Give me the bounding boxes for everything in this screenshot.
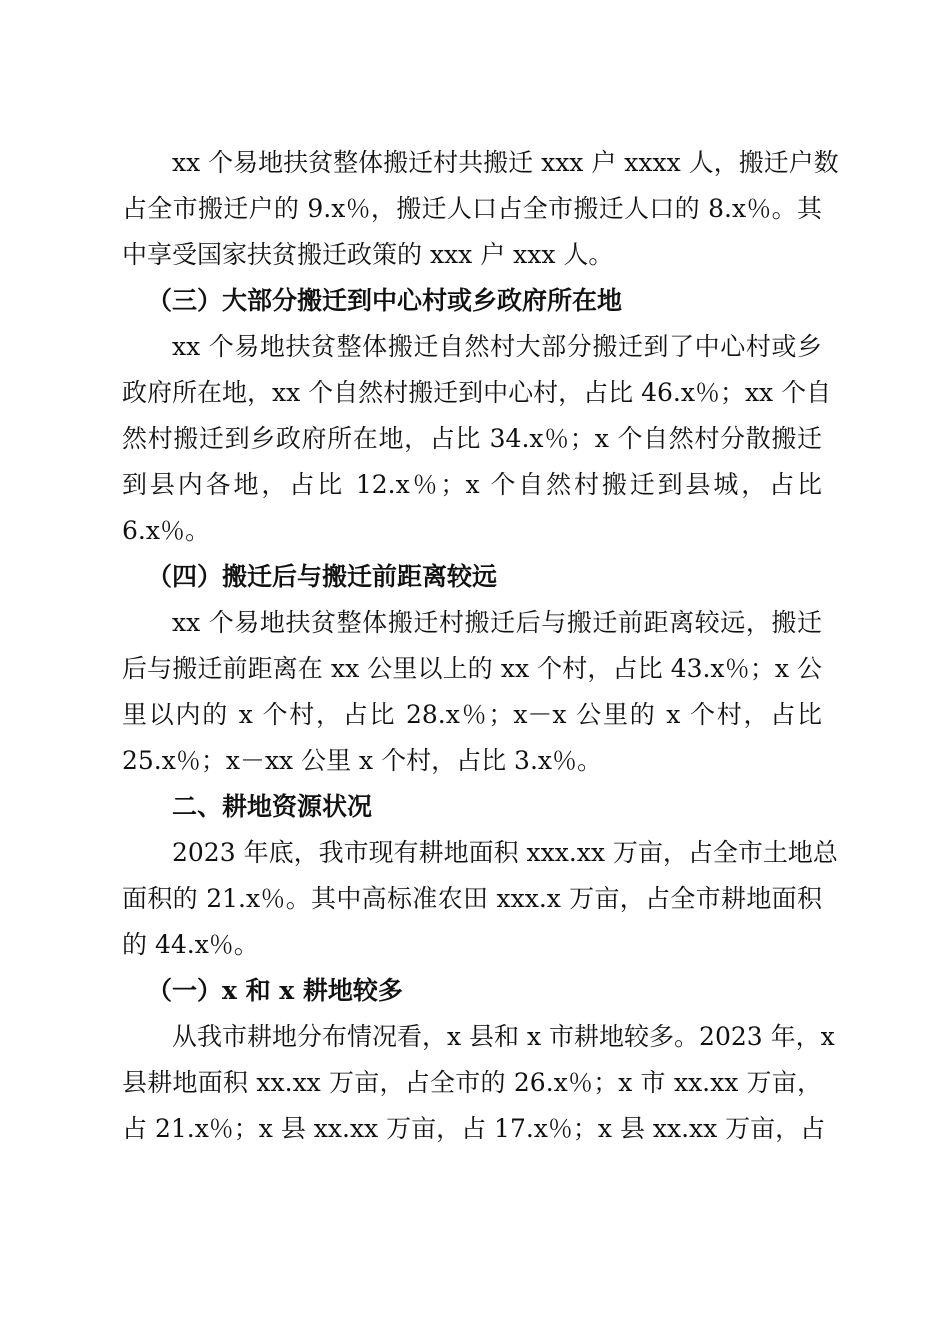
paragraph-distribution-line-1: 从我市耕地分布情况看，x 县和 x 市耕地较多。2023 年，x [172,1022,835,1051]
paragraph-farmland-line-1: 2023 年底，我市现有耕地面积 xxx.xx 万亩，占全市土地总 [172,838,838,867]
heading-section-3: （三）大部分搬迁到中心村或乡政府所在地 [147,286,623,315]
heading-farmland-resources: 二、耕地资源状况 [172,792,373,821]
paragraph-destination-line-2: 政府所在地，xx 个自然村搬迁到中心村，占比 46.x％；xx 个自 [122,378,832,407]
paragraph-relocation-total-line-3: 中享受国家扶贫搬迁政策的 xxx 户 xxx 人。 [122,240,614,269]
heading-subsection-1: （一）x 和 x 耕地较多 [147,976,403,1005]
paragraph-farmland-line-2: 面积的 21.x％。其中高标准农田 xxx.x 万亩，占全市耕地面积 [122,884,822,913]
paragraph-distance-line-3: 里以内的 x 个村，占比 28.x％；x－x 公里的 x 个村，占比 [122,700,822,729]
paragraph-destination-line-1: xx 个易地扶贫整体搬迁自然村大部分搬迁到了中心村或乡 [172,332,822,361]
heading-section-4: （四）搬迁后与搬迁前距离较远 [147,562,498,591]
paragraph-distribution-line-3: 占 21.x％；x 县 xx.xx 万亩，占 17.x％；x 县 xx.xx 万亩，占 [122,1114,826,1143]
paragraph-distance-line-2: 后与搬迁前距离在 xx 公里以上的 xx 个村，占比 43.x％；x 公 [122,654,822,683]
paragraph-destination-line-5: 6.x％。 [122,516,210,545]
paragraph-destination-line-3: 然村搬迁到乡政府所在地，占比 34.x％；x 个自然村分散搬迁 [122,424,822,453]
paragraph-relocation-total-line-2: 占全市搬迁户的 9.x％，搬迁人口占全市搬迁人口的 8.x％。其 [122,194,822,223]
paragraph-distance-line-1: xx 个易地扶贫整体搬迁村搬迁后与搬迁前距离较远，搬迁 [172,608,822,637]
paragraph-distribution-line-2: 县耕地面积 xx.xx 万亩，占全市的 26.x％；x 市 xx.xx 万亩， [122,1068,822,1097]
paragraph-destination-line-4: 到县内各地，占比 12.x％；x 个自然村搬迁到县城，占比 [122,470,822,499]
paragraph-farmland-line-3: 的 44.x％。 [122,930,259,959]
paragraph-relocation-total-line-1: xx 个易地扶贫整体搬迁村共搬迁 xxx 户 xxxx 人，搬迁户数 [172,148,839,177]
paragraph-distance-line-4: 25.x％；x－xx 公里 x 个村，占比 3.x％。 [122,746,602,775]
